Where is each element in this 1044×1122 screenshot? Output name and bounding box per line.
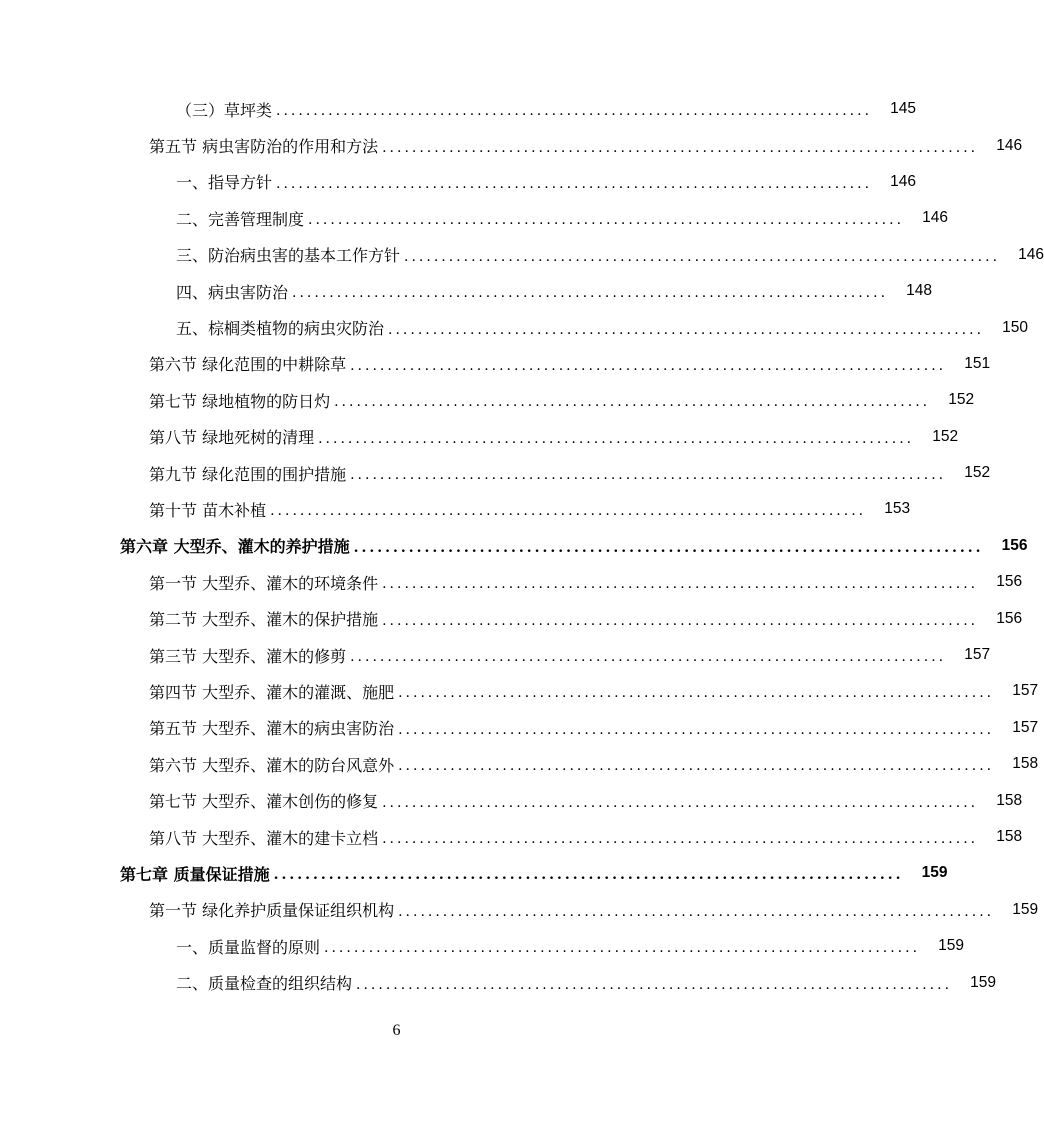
toc-dot-leader: ................................................................................ — [398, 903, 995, 920]
toc-section-entry[interactable] — [0, 637, 991, 673]
toc-entry-title: （三）草坪类 — [176, 100, 273, 120]
toc-dot-leader: ................................................................................ — [382, 831, 979, 847]
toc-entry-page-number: 157 — [1012, 682, 1039, 700]
toc-subsection-entry[interactable] — [0, 928, 965, 964]
toc-dot-leader: ................................................................................ — [382, 794, 979, 811]
toc-subsection-entry[interactable] — [0, 964, 997, 1000]
toc-entry-title: 第一节 绿化养护质量保证组织机构 — [149, 901, 395, 921]
toc-entry-title: 二、完善管理制度 — [176, 209, 305, 229]
table-of-contents — [0, 91, 1044, 1001]
toc-entry-page-number: 150 — [1002, 318, 1029, 336]
toc-entry-title: 五、棕榈类植物的病虫灾防治 — [176, 319, 385, 339]
toc-subsection-entry[interactable] — [0, 273, 933, 309]
toc-entry-page-number: 159 — [938, 937, 965, 955]
toc-entry-page-number: 159 — [970, 973, 997, 991]
toc-entry-page-number: 156 — [1001, 536, 1028, 554]
toc-entry-page-number: 158 — [996, 791, 1023, 809]
toc-section-entry[interactable] — [0, 382, 975, 418]
toc-entry-page-number: 159 — [1012, 900, 1039, 918]
toc-dot-leader: ................................................................................ — [308, 212, 905, 229]
toc-entry-page-number: 158 — [996, 828, 1023, 845]
toc-section-entry[interactable] — [0, 491, 911, 527]
toc-entry-title: 一、指导方针 — [176, 173, 273, 193]
toc-subsection-entry[interactable] — [0, 91, 917, 127]
toc-entry-title: 第六节 绿化范围的中耕除草 — [149, 355, 347, 375]
toc-section-entry[interactable] — [0, 892, 1039, 928]
toc-dot-leader: ................................................................................ — [398, 721, 995, 738]
toc-dot-leader: ................................................................................ — [404, 248, 1001, 265]
toc-dot-leader: ................................................................................ — [356, 976, 953, 993]
toc-dot-leader: ................................................................................ — [270, 503, 867, 520]
toc-entry-page-number: 152 — [964, 464, 991, 482]
toc-entry-title: 第九节 绿化范围的围护措施 — [149, 464, 347, 484]
toc-section-entry[interactable] — [0, 419, 959, 455]
toc-entry-title: 第八节 绿地死树的清理 — [149, 428, 315, 448]
toc-subsection-entry[interactable] — [0, 309, 1029, 345]
toc-section-entry[interactable] — [0, 673, 1039, 709]
toc-entry-page-number: 153 — [884, 500, 911, 518]
toc-dot-leader: ................................................................................ — [398, 685, 995, 702]
toc-entry-page-number: 151 — [964, 354, 991, 372]
toc-section-entry[interactable] — [0, 746, 1039, 782]
toc-dot-leader: ................................................................................ — [350, 649, 947, 666]
toc-entry-page-number: 146 — [890, 172, 917, 190]
toc-entry-title: 第七节 绿地植物的防日灼 — [149, 391, 331, 411]
toc-dot-leader: ................................................................................ — [350, 467, 947, 484]
toc-entry-title: 一、质量监督的原则 — [176, 937, 321, 957]
toc-section-entry[interactable] — [0, 710, 1039, 746]
toc-entry-page-number: 156 — [996, 609, 1023, 627]
toc-chapter-entry[interactable] — [0, 528, 1028, 564]
toc-entry-page-number: 152 — [932, 427, 959, 445]
page-number: 6 — [392, 1022, 401, 1039]
toc-entry-page-number: 146 — [1018, 245, 1044, 263]
toc-section-entry[interactable] — [0, 127, 1023, 163]
toc-entry-title: 第三节 大型乔、灌木的修剪 — [149, 646, 347, 666]
toc-entry-title: 第十节 苗木补植 — [149, 500, 267, 520]
toc-entry-title: 四、病虫害防治 — [176, 282, 289, 302]
toc-dot-leader: ................................................................................ — [324, 940, 921, 957]
toc-entry-title: 第二节 大型乔、灌木的保护措施 — [149, 610, 379, 630]
toc-dot-leader: ................................................................................ — [318, 430, 915, 447]
toc-entry-page-number: 148 — [906, 282, 933, 300]
toc-dot-leader: ................................................................................ — [382, 139, 979, 156]
toc-entry-page-number: 156 — [996, 573, 1023, 591]
toc-entry-page-number: 158 — [1012, 755, 1039, 773]
toc-section-entry[interactable] — [0, 346, 991, 382]
toc-subsection-entry[interactable] — [0, 164, 917, 200]
toc-entry-page-number: 157 — [964, 646, 991, 664]
toc-section-entry[interactable] — [0, 782, 1023, 818]
toc-section-entry[interactable] — [0, 600, 1023, 636]
toc-subsection-entry[interactable] — [0, 200, 949, 236]
toc-entry-title: 第五节 病虫害防治的作用和方法 — [149, 137, 379, 157]
toc-dot-leader: ................................................................................ — [273, 867, 904, 884]
toc-entry-page-number: 159 — [921, 864, 948, 882]
toc-dot-leader: ................................................................................ — [388, 321, 985, 338]
toc-dot-leader: ................................................................................ — [292, 285, 889, 302]
toc-entry-title: 三、防治病虫害的基本工作方针 — [176, 246, 401, 266]
toc-entry-page-number: 146 — [922, 209, 949, 227]
toc-entry-title: 第七章 质量保证措施 — [120, 864, 270, 884]
toc-entry-title: 第六节 大型乔、灌木的防台风意外 — [149, 755, 395, 775]
toc-entry-page-number: 146 — [996, 136, 1023, 154]
toc-entry-page-number: 152 — [948, 391, 975, 409]
toc-dot-leader: ................................................................................ — [350, 357, 947, 374]
toc-entry-page-number: 157 — [1012, 718, 1039, 736]
toc-dot-leader: ................................................................................ — [382, 612, 979, 629]
toc-dot-leader: ................................................................................ — [276, 103, 873, 120]
toc-entry-title: 第四节 大型乔、灌木的灌溉、施肥 — [149, 682, 395, 702]
toc-dot-leader: ................................................................................ — [334, 394, 931, 411]
toc-entry-title: 第七节 大型乔、灌木创伤的修复 — [149, 792, 379, 812]
toc-entry-title: 第六章 大型乔、灌木的养护措施 — [120, 537, 350, 557]
toc-dot-leader: ................................................................................ — [353, 539, 984, 556]
toc-section-entry[interactable] — [0, 819, 1023, 855]
toc-dot-leader: ................................................................................ — [276, 175, 873, 192]
toc-subsection-entry[interactable] — [0, 237, 1044, 273]
toc-entry-title: 二、质量检查的组织结构 — [176, 974, 353, 994]
toc-entry-title: 第一节 大型乔、灌木的环境条件 — [149, 573, 379, 593]
toc-entry-page-number: 145 — [890, 100, 917, 118]
toc-dot-leader: ................................................................................ — [398, 758, 995, 775]
toc-dot-leader: ................................................................................ — [382, 576, 979, 593]
toc-chapter-entry[interactable] — [0, 855, 948, 891]
toc-section-entry[interactable] — [0, 455, 991, 491]
toc-entry-title: 第五节 大型乔、灌木的病虫害防治 — [149, 719, 395, 739]
toc-entry-title: 第八节 大型乔、灌木的建卡立档 — [149, 828, 379, 848]
toc-section-entry[interactable] — [0, 564, 1023, 600]
